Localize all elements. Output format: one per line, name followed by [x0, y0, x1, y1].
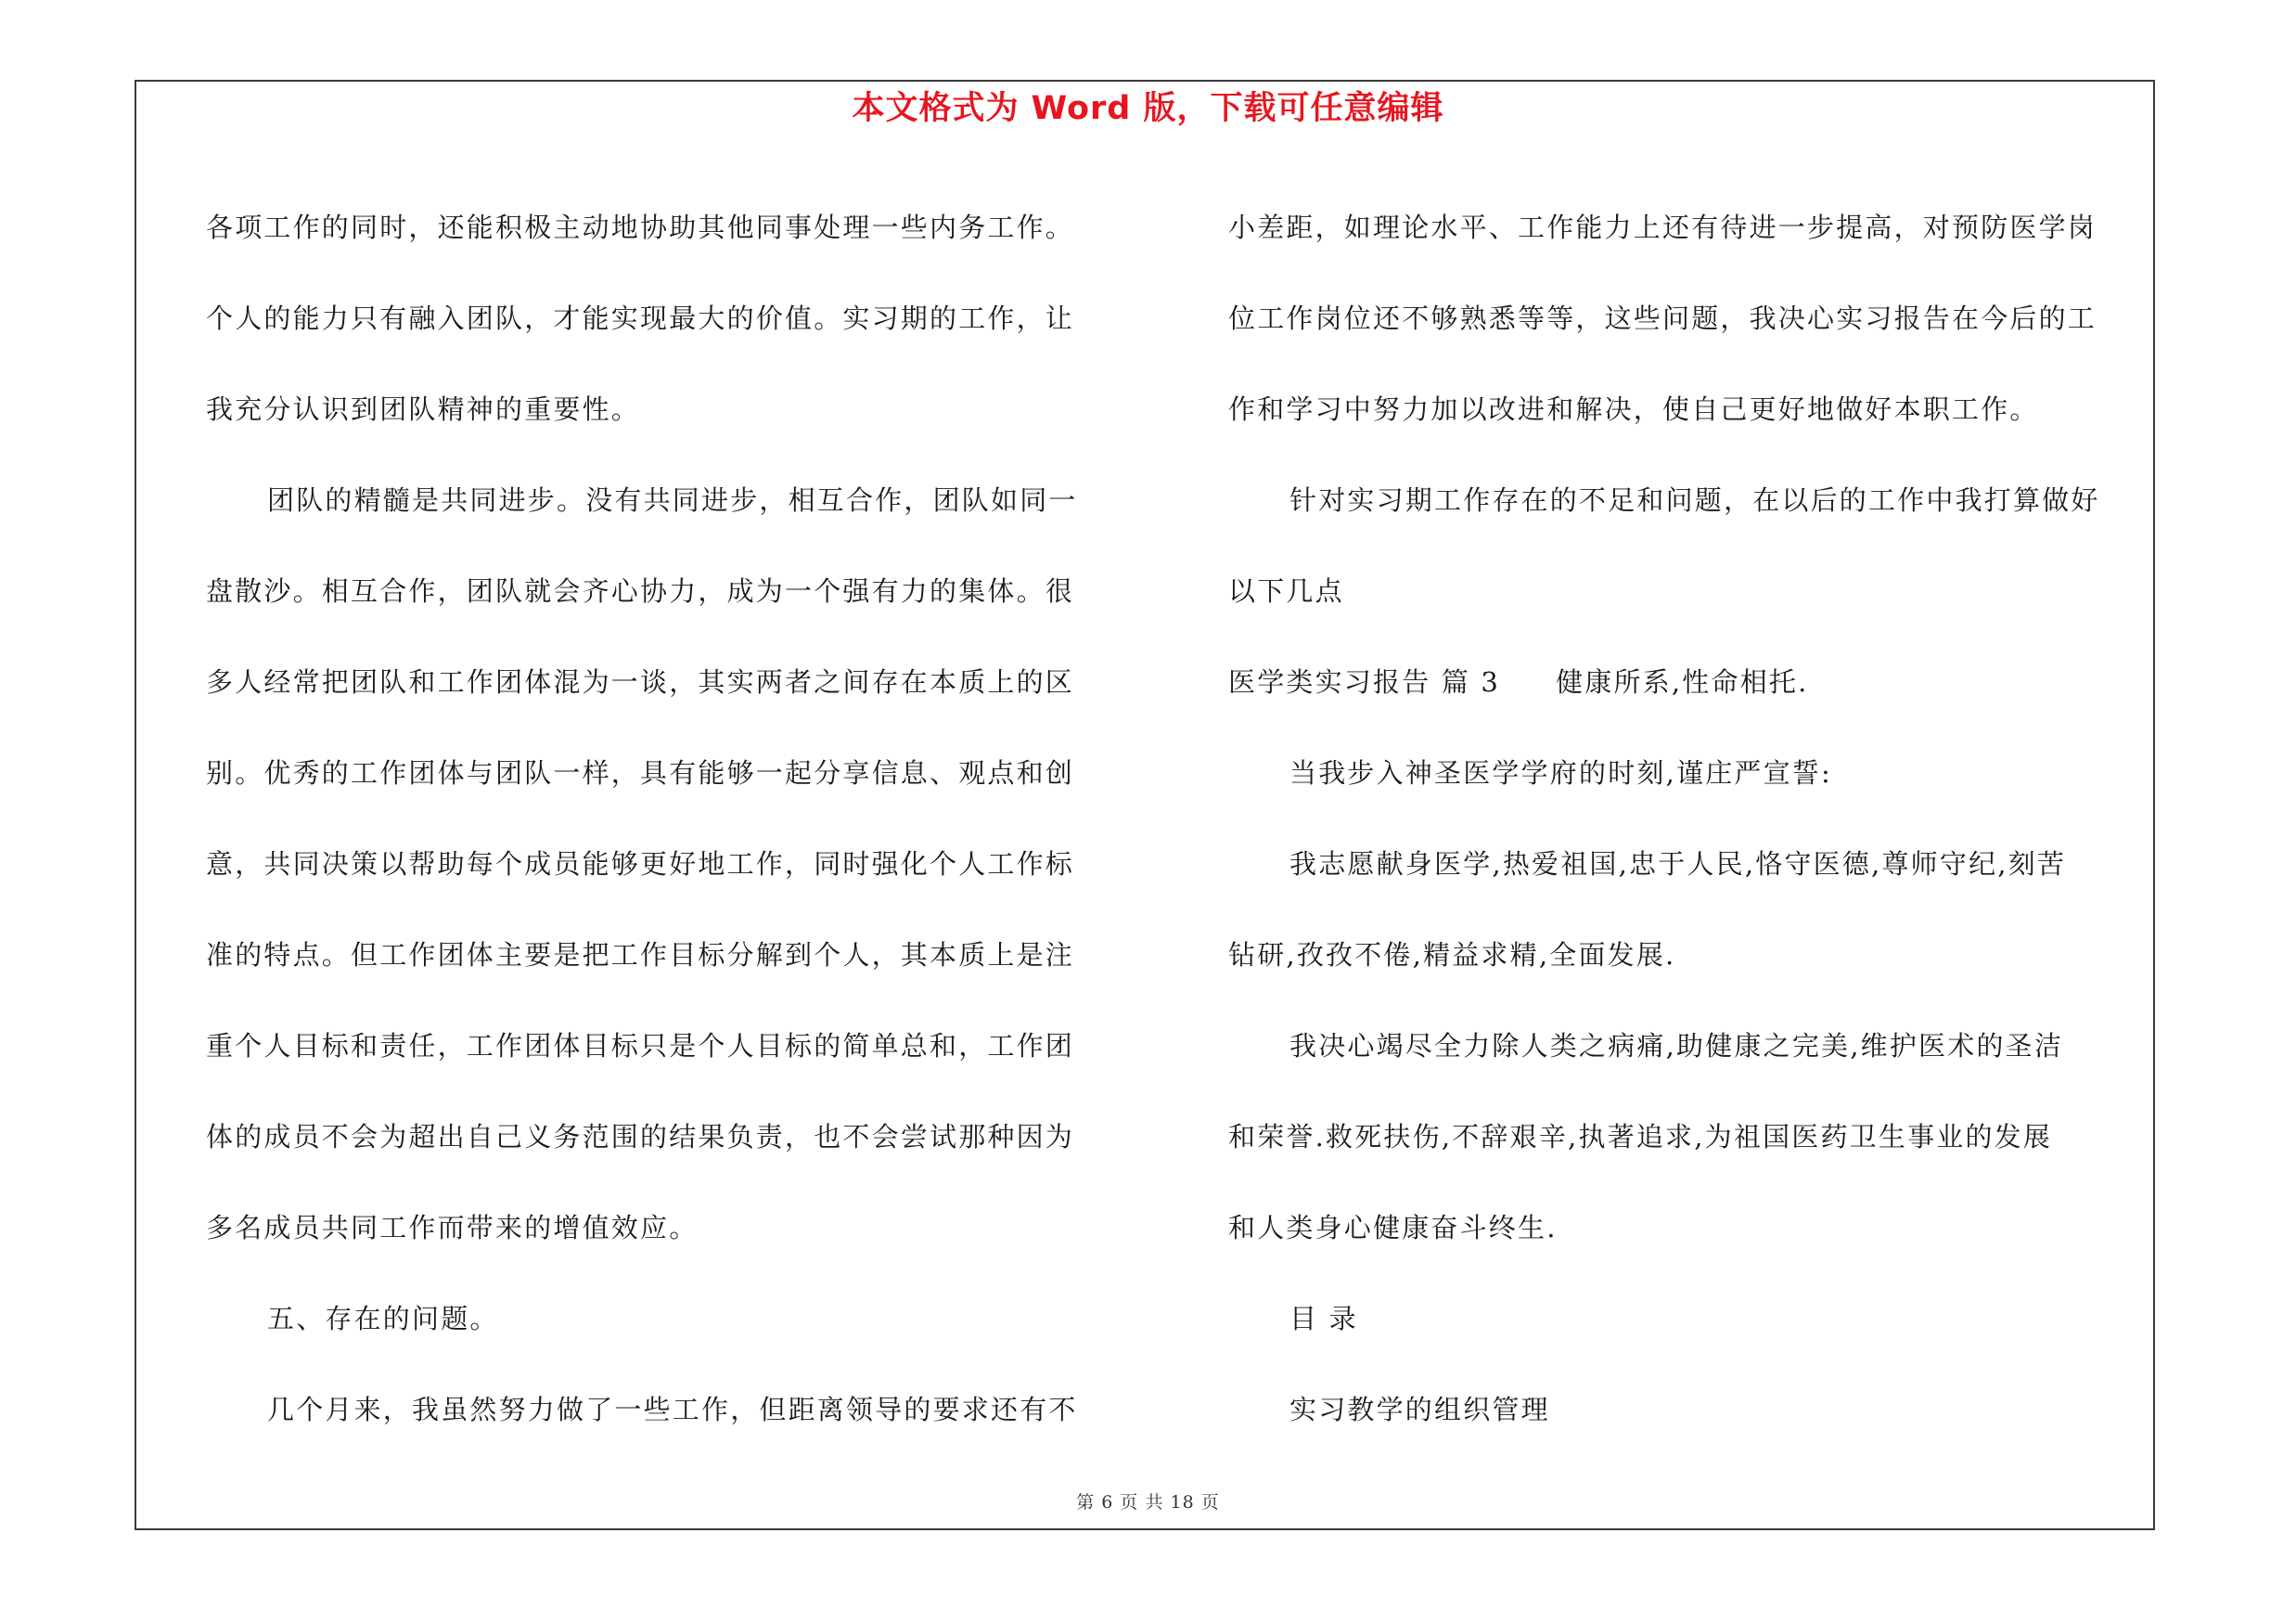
left-column	[206, 182, 1152, 1455]
right-column	[1228, 182, 2147, 1455]
header-title: 本文格式为 Word 版，下载可任意编辑	[852, 90, 1444, 127]
section-heading: 五、存在的问题。	[267, 1303, 499, 1334]
paragraph-line: 我志愿献身医学,热爱祖国,忠于人民,恪守医德,尊师守纪,刻苦	[1289, 848, 2067, 880]
toc-heading: 目 录	[1289, 1303, 1358, 1334]
paragraph-line: 钻研,孜孜不倦,精益求精,全面发展.	[1228, 939, 1676, 971]
paragraph-line: 意，共同决策以帮助每个成员能够更好地工作，同时强化个人工作标	[206, 848, 1075, 880]
paragraph-line: 几个月来，我虽然努力做了一些工作，但距离领导的要求还有不	[267, 1394, 1078, 1425]
page-number-footer: 第 6 页 共 18 页	[1076, 1492, 1220, 1513]
section-title-line	[1228, 637, 2147, 728]
toc-item: 实习教学的组织管理	[1289, 1394, 1550, 1425]
paragraph-line: 和荣誉.救死扶伤,不辞艰辛,执著追求,为祖国医药卫生事业的发展	[1228, 1121, 2053, 1153]
paragraph-line: 别。优秀的工作团体与团队一样，具有能够一起分享信息、观点和创	[206, 757, 1075, 789]
paragraph-line: 准的特点。但工作团体主要是把工作目标分解到个人，其本质上是注	[206, 939, 1075, 971]
paragraph-line: 重个人目标和责任，工作团体目标只是个人目标的简单总和，工作团	[206, 1030, 1075, 1062]
oath-opening: 健康所系,性命相托.	[1556, 666, 1809, 698]
paragraph-line: 多人经常把团队和工作团体混为一谈，其实两者之间存在本质上的区	[206, 666, 1075, 698]
paragraph-line: 当我步入神圣医学学府的时刻,谨庄严宣誓:	[1289, 757, 1832, 789]
paragraph-line: 个人的能力只有融入团队，才能实现最大的价值。实习期的工作，让	[206, 303, 1075, 334]
paragraph-line: 我决心竭尽全力除人类之病痛,助健康之完美,维护医术的圣洁	[1289, 1030, 2064, 1062]
paragraph-line: 盘散沙。相互合作，团队就会齐心协力，成为一个强有力的集体。很	[206, 575, 1075, 607]
paragraph-line: 多名成员共同工作而带来的增值效应。	[206, 1212, 699, 1243]
section-title: 医学类实习报告 篇 3	[1228, 666, 1501, 698]
paragraph-line: 位工作岗位还不够熟悉等等，这些问题，我决心实习报告在今后的工	[1228, 303, 2097, 334]
paragraph-line: 以下几点	[1228, 575, 1344, 607]
paragraph-line: 我充分认识到团队精神的重要性。	[206, 393, 641, 425]
paragraph-line: 和人类身心健康奋斗终生.	[1228, 1212, 1558, 1243]
paragraph-line: 作和学习中努力加以改进和解决，使自己更好地做好本职工作。	[1228, 393, 2039, 425]
paragraph-line: 小差距，如理论水平、工作能力上还有待进一步提高，对预防医学岗	[1228, 212, 2097, 243]
paragraph-line: 体的成员不会为超出自己义务范围的结果负责，也不会尝试那种因为	[206, 1121, 1075, 1153]
paragraph-line: 针对实习期工作存在的不足和问题，在以后的工作中我打算做好	[1289, 484, 2100, 516]
paragraph-line: 团队的精髓是共同进步。没有共同进步，相互合作，团队如同一	[267, 484, 1078, 516]
paragraph-line: 各项工作的同时，还能积极主动地协助其他同事处理一些内务工作。	[206, 212, 1075, 243]
